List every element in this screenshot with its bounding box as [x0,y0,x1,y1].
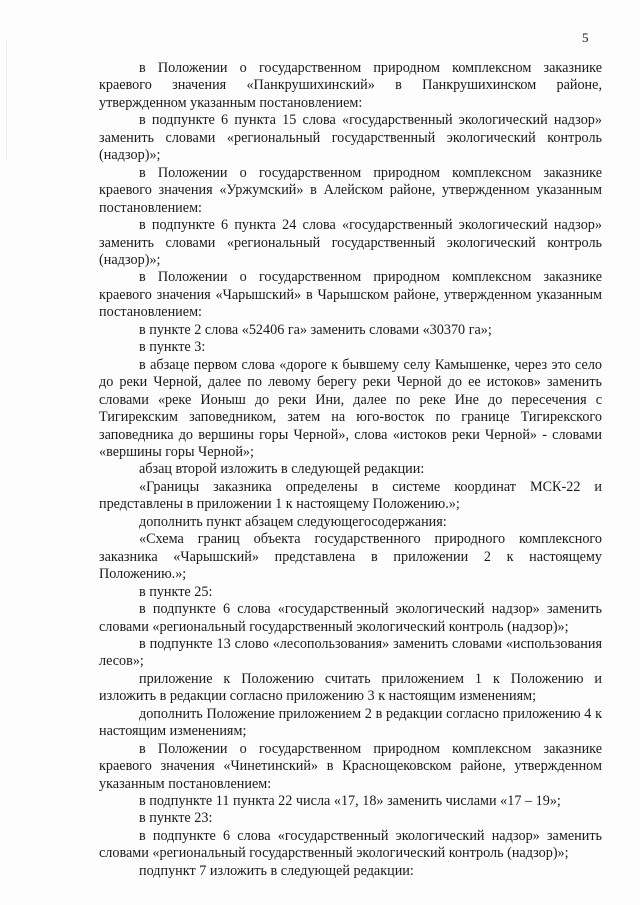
document-body [99,60,602,880]
paragraph: в Положении о государственном природном комплексном заказнике краевого значения «Чинетинский» в Краснощековском районе, утвержденном указанным постановлением: [99,740,602,792]
page-number: 5 [582,30,589,45]
paragraph: в абзаце первом слова «дороге к бывшему селу Камышенке, через это село до реки Черной, далее по левому берегу реки Черной до ее истоков» заменить словами «реке Ионыш до реки Ини, далее по реке Ине до пересечения с Тигирекским заповедником, затем на юго-восток по границе Тигирекского заповедника до вершины горы Черной», слова «истоков реки Черной» - словами «вершины горы Черной»; [99,356,602,460]
scan-speck [448,861,449,862]
paragraph: в пункте 3: [139,339,206,356]
paragraph: в подпункте 11 пункта 22 числа «17, 18» заменить числами «17 – 19»; [139,793,561,810]
paragraph: дополнить пункт абзацем следующегосодержания: [139,513,447,530]
paragraph: в Положении о государственном природном комплексном заказнике краевого значения «Чарышский» в Чарышском районе, утвержденном указанным постановлением: [99,269,602,321]
paragraph: в подпункте 13 слово «лесопользования» заменить словами «использования лесов»; [99,635,602,670]
paragraph: в подпункте 6 слова «государственный экологический надзор» заменить словами «региональный государственный экологический контроль (надзор)»; [99,827,602,862]
paragraph: в Положении о государственном природном комплексном заказнике краевого значения «Панкрушихинский» в Панкрушихинском районе, утвержденном указанным постановлением: [99,60,602,111]
paragraph: в подпункте 6 слова «государственный экологический надзор» заменить словами «региональный государственный экологический контроль (надзор)»; [99,601,602,635]
paragraph: в Положении о государственном природном комплексном заказнике краевого значения «Уржумский» в Алейском районе, утвержденном указанным постановлением: [99,164,602,216]
scan-edge-line [6,40,7,160]
paragraph: в пункте 23: [139,810,213,827]
paragraph: в подпункте 6 пункта 24 слова «государственный экологический надзор» заменить словами «региональный государственный экологический контроль (надзор)»; [99,217,602,268]
paragraph: приложение к Положению считать приложением 1 к Положению и изложить в редакции согласно приложению 3 к настоящим изменениям; [99,670,602,705]
paragraph: дополнить Положение приложением 2 в редакции согласно приложению 4 к настоящим изменениям; [99,705,602,740]
paragraph: подпункт 7 изложить в следующей редакции: [139,862,414,879]
paragraph: в подпункте 6 пункта 15 слова «государственный экологический надзор» заменить словами «региональный государственный экологический контроль (надзор)»; [99,112,602,164]
paragraph: абзац второй изложить в следующей редакции: [139,461,425,478]
paragraph: «Схема границ объекта государственного природного комплексного заказника «Чарышский» представлена в приложении 2 к настоящему Положению.»; [99,531,602,583]
paragraph: в пункте 25: [139,583,213,600]
paragraph: «Границы заказника определены в системе координат МСК-22 и представлены в приложении 1 к настоящему Положению.»; [99,478,602,513]
paragraph: в пункте 2 слова «52406 га» заменить словами «30370 га»; [139,321,492,338]
